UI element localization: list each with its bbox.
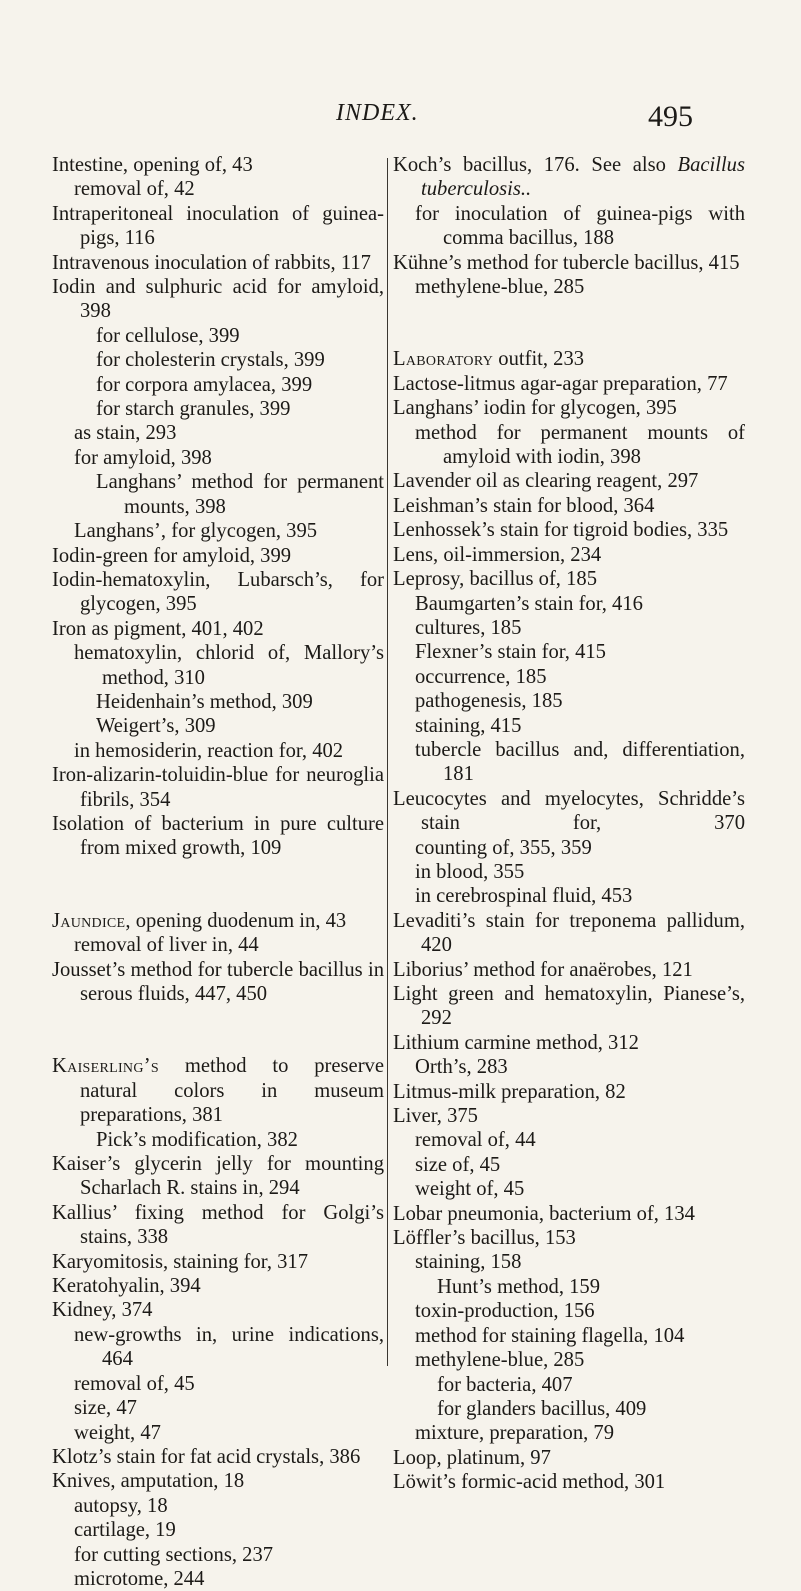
entry-text: cartilage, 19 bbox=[74, 1519, 176, 1542]
entry-text: Lavender oil as clearing reagent, 297 bbox=[393, 470, 699, 493]
index-entry bbox=[52, 470, 384, 519]
entry-text: weight, 47 bbox=[74, 1421, 161, 1444]
entry-text: Intestine, opening of, 43 bbox=[52, 154, 253, 176]
index-entry bbox=[52, 1518, 384, 1542]
cross-reference: Bacillus tuberculosis.. bbox=[421, 154, 745, 201]
index-entry bbox=[52, 1201, 384, 1250]
entry-text: Keratohyalin, 394 bbox=[52, 1275, 201, 1298]
entry-text: counting of, 355, 359 bbox=[415, 836, 592, 859]
index-entry bbox=[393, 689, 745, 713]
index-entry bbox=[393, 1373, 745, 1397]
index-entry bbox=[393, 275, 745, 299]
entry-text: for amyloid, 398 bbox=[74, 446, 212, 469]
index-entry bbox=[52, 544, 384, 568]
index-entry bbox=[393, 1299, 745, 1323]
index-entry bbox=[52, 617, 384, 641]
entry-text: Löffler’s bacillus, 153 bbox=[393, 1227, 576, 1250]
entry-text: autopsy, 18 bbox=[74, 1494, 168, 1517]
index-entry bbox=[52, 958, 384, 1007]
entry-text: Lobar pneumonia, bacterium of, 134 bbox=[393, 1202, 695, 1225]
index-entry bbox=[393, 738, 745, 787]
entry-text: hematoxylin, chlorid of, Mallory’s method, 310 bbox=[74, 642, 384, 689]
entry-text: occurrence, 185 bbox=[415, 665, 547, 688]
entry-text: removal of, 44 bbox=[415, 1129, 536, 1152]
index-entry bbox=[52, 275, 384, 324]
entry-text: staining, 415 bbox=[415, 714, 522, 737]
index-entry bbox=[52, 1372, 384, 1396]
entry-text: Leucocytes and myelocytes, Schridde’s stain for, 370 bbox=[393, 787, 745, 835]
entry-text: Loop, platinum, 97 bbox=[393, 1446, 551, 1469]
index-entry bbox=[393, 567, 745, 591]
entry-text: for inoculation of guinea-pigs with comma bacillus, 188 bbox=[415, 202, 745, 250]
entry-text: Liborius’ method for anaërobes, 121 bbox=[393, 958, 693, 981]
index-entry bbox=[52, 641, 384, 690]
entry-text: Leishman’s stain for blood, 364 bbox=[393, 494, 655, 517]
index-entry bbox=[393, 1348, 745, 1372]
index-entry bbox=[393, 592, 745, 616]
entry-text: Lens, oil-immersion, 234 bbox=[393, 543, 602, 566]
index-entry bbox=[393, 494, 745, 518]
index-entry bbox=[393, 1397, 745, 1421]
index-entry bbox=[393, 787, 745, 836]
index-entry bbox=[393, 665, 745, 689]
entry-text: Flexner’s stain for, 415 bbox=[415, 641, 606, 664]
entry-text: method for staining flagella, 104 bbox=[415, 1324, 685, 1347]
index-entry bbox=[393, 543, 745, 567]
index-entry bbox=[52, 812, 384, 861]
entry-text: Kidney, 374 bbox=[52, 1299, 153, 1322]
index-entry bbox=[52, 153, 384, 177]
index-entry bbox=[52, 373, 384, 397]
entry-text: Iodin and sulphuric acid for amyloid, 398 bbox=[52, 276, 384, 323]
entry-text: outfit, 233 bbox=[493, 348, 585, 371]
entry-text: , opening duodenum in, 43 bbox=[125, 909, 347, 932]
index-entry bbox=[52, 1396, 384, 1420]
index-entry bbox=[52, 763, 384, 812]
index-entry bbox=[52, 1421, 384, 1445]
entry-text: Weigert’s, 309 bbox=[96, 715, 216, 738]
entry-text: Knives, amputation, 18 bbox=[52, 1470, 245, 1493]
index-entry bbox=[393, 1250, 745, 1274]
entry-text: tubercle bacillus and, differentiation, 181 bbox=[415, 738, 745, 786]
index-entry bbox=[52, 1152, 384, 1201]
entry-text: Langhans’ method for permanent mounts, 398 bbox=[96, 471, 384, 518]
index-entry bbox=[393, 982, 745, 1031]
entry-text: in blood, 355 bbox=[415, 860, 525, 883]
entry-text: method to preserve natural colors in museum preparations, 381 bbox=[80, 1055, 384, 1127]
entry-text: Levaditi’s stain for treponema pallidum, 420 bbox=[393, 909, 745, 957]
entry-text: Litmus-milk preparation, 82 bbox=[393, 1080, 626, 1103]
entry-text: new-growths in, urine indications, 464 bbox=[74, 1323, 384, 1371]
index-entry bbox=[52, 1274, 384, 1298]
index-entry bbox=[393, 1202, 745, 1226]
index-entry bbox=[52, 1494, 384, 1518]
index-entry bbox=[393, 251, 745, 275]
section-gap bbox=[52, 1006, 384, 1054]
index-entry bbox=[393, 836, 745, 860]
index-entry bbox=[52, 397, 384, 421]
entry-text: for corpora amylacea, 399 bbox=[96, 373, 313, 396]
entry-text: Intravenous inoculation of rabbits, 117 bbox=[52, 251, 371, 274]
index-entry bbox=[393, 909, 745, 958]
index-entry bbox=[393, 1446, 745, 1470]
index-column-left bbox=[52, 153, 384, 1591]
entry-text: Karyomitosis, staining for, 317 bbox=[52, 1250, 309, 1273]
index-entry bbox=[393, 1128, 745, 1152]
index-entry bbox=[393, 640, 745, 664]
index-entry bbox=[52, 519, 384, 543]
running-title: INDEX. bbox=[336, 100, 419, 126]
index-entry bbox=[52, 1250, 384, 1274]
index-entry bbox=[393, 1324, 745, 1348]
index-entry bbox=[52, 568, 384, 617]
section-head-word: Laboratory bbox=[393, 348, 494, 371]
entry-text: as stain, 293 bbox=[74, 422, 177, 445]
entry-text: size of, 45 bbox=[415, 1153, 501, 1176]
entry-text: cultures, 185 bbox=[415, 616, 522, 639]
entry-text: Light green and hematoxylin, Pianese’s, 292 bbox=[393, 983, 745, 1030]
entry-text: Löwit’s formic-acid method, 301 bbox=[393, 1471, 666, 1494]
entry-text: Iodin-green for amyloid, 399 bbox=[52, 544, 292, 567]
entry-text: Baumgarten’s stain for, 416 bbox=[415, 592, 643, 615]
entry-text: Intraperitoneal inoculation of guinea-pigs, 116 bbox=[52, 202, 384, 250]
index-entry bbox=[52, 909, 384, 933]
running-head bbox=[0, 100, 801, 140]
index-entry bbox=[393, 884, 745, 908]
entry-text: Liver, 375 bbox=[393, 1105, 478, 1128]
entry-text: Orth’s, 283 bbox=[415, 1056, 508, 1079]
entry-text: for cholesterin crystals, 399 bbox=[96, 349, 325, 372]
index-entry bbox=[52, 348, 384, 372]
entry-text: methylene-blue, 285 bbox=[415, 1349, 585, 1372]
entry-text: microtome, 244 bbox=[74, 1567, 205, 1590]
index-entry bbox=[393, 347, 745, 371]
entry-text: Lactose-litmus agar-agar preparation, 77 bbox=[393, 372, 728, 395]
index-column-right bbox=[393, 153, 745, 1495]
entry-text: Klotz’s stain for fat acid crystals, 386 bbox=[52, 1445, 361, 1468]
index-entry bbox=[52, 739, 384, 763]
entry-text: Iron-alizarin-toluidin-blue for neuroglia fibrils, 354 bbox=[52, 764, 384, 811]
index-entry bbox=[52, 421, 384, 445]
entry-text: Iodin-hematoxylin, Lubarsch’s, for glycogen, 395 bbox=[52, 568, 384, 616]
index-entry bbox=[393, 714, 745, 738]
entry-text: removal of, 45 bbox=[74, 1372, 195, 1395]
entry-text: Iron as pigment, 401, 402 bbox=[52, 617, 264, 640]
index-entry bbox=[52, 324, 384, 348]
entry-text: methylene-blue, 285 bbox=[415, 276, 585, 299]
index-entry bbox=[393, 1275, 745, 1299]
index-entry bbox=[52, 690, 384, 714]
section-gap bbox=[52, 861, 384, 909]
index-entry bbox=[52, 1567, 384, 1591]
entry-text: Jousset’s method for tubercle bacillus in serous fluids, 447, 450 bbox=[52, 958, 384, 1005]
page-number: 495 bbox=[648, 100, 693, 133]
index-entry bbox=[393, 860, 745, 884]
index-entry bbox=[52, 1128, 384, 1152]
entry-text: Lithium carmine method, 312 bbox=[393, 1031, 639, 1054]
index-entry bbox=[52, 1323, 384, 1372]
index-entry bbox=[52, 446, 384, 470]
index-entry bbox=[52, 202, 384, 251]
entry-text: removal of liver in, 44 bbox=[74, 934, 259, 957]
entry-text: pathogenesis, 185 bbox=[415, 690, 563, 713]
index-entry bbox=[52, 1445, 384, 1469]
index-entry bbox=[393, 1031, 745, 1055]
entry-text: mixture, preparation, 79 bbox=[415, 1422, 615, 1445]
entry-text: Langhans’, for glycogen, 395 bbox=[74, 520, 318, 543]
index-entry bbox=[52, 1298, 384, 1322]
entry-text: method for permanent mounts of amyloid with iodin, 398 bbox=[415, 421, 745, 469]
entry-text: Langhans’ iodin for glycogen, 395 bbox=[393, 397, 677, 420]
index-entry bbox=[52, 251, 384, 275]
index-entry bbox=[393, 372, 745, 396]
index-entry bbox=[393, 1421, 745, 1445]
section-gap bbox=[393, 299, 745, 347]
entry-text: in hemosiderin, reaction for, 402 bbox=[74, 739, 344, 762]
entry-text: Leprosy, bacillus of, 185 bbox=[393, 568, 597, 591]
index-entry bbox=[393, 421, 745, 470]
entry-text: Koch’s bacillus, 176. See also bbox=[393, 154, 678, 176]
index-entry bbox=[393, 1226, 745, 1250]
index-entry bbox=[393, 1470, 745, 1494]
entry-text: Kaiser’s glycerin jelly for mounting Scharlach R. stains in, 294 bbox=[52, 1153, 384, 1200]
index-entry bbox=[393, 518, 745, 542]
entry-text: for starch granules, 399 bbox=[96, 398, 291, 421]
entry-text: Kühne’s method for tubercle bacillus, 415 bbox=[393, 251, 740, 274]
index-entry bbox=[393, 396, 745, 420]
index-entry bbox=[52, 1054, 384, 1127]
entry-text: weight of, 45 bbox=[415, 1178, 525, 1201]
index-entry bbox=[393, 153, 745, 202]
entry-text: Lenhossek’s stain for tigroid bodies, 335 bbox=[393, 519, 729, 542]
entry-text: removal of, 42 bbox=[74, 178, 195, 201]
index-entry bbox=[52, 177, 384, 201]
index-entry bbox=[393, 1080, 745, 1104]
index-entry bbox=[393, 469, 745, 493]
index-entry bbox=[393, 202, 745, 251]
entry-text: Isolation of bacterium in pure culture from mixed growth, 109 bbox=[52, 812, 384, 860]
entry-text: for glanders bacillus, 409 bbox=[437, 1397, 647, 1420]
index-entry bbox=[52, 714, 384, 738]
section-head-word: Jaundice bbox=[52, 909, 126, 932]
index-entry bbox=[393, 1055, 745, 1079]
index-entry bbox=[52, 933, 384, 957]
index-entry bbox=[393, 1153, 745, 1177]
entry-text: Heidenhain’s method, 309 bbox=[96, 690, 313, 713]
section-head-word: Kaiserling’s bbox=[52, 1055, 159, 1078]
entry-text: staining, 158 bbox=[415, 1251, 522, 1274]
entry-text: Kallius’ fixing method for Golgi’s stains, 338 bbox=[52, 1201, 384, 1249]
entry-text: size, 47 bbox=[74, 1397, 137, 1420]
entry-text: for bacteria, 407 bbox=[437, 1373, 573, 1396]
entry-text: in cerebrospinal fluid, 453 bbox=[415, 885, 633, 908]
column-divider bbox=[387, 158, 388, 1366]
entry-text: Pick’s modification, 382 bbox=[96, 1128, 298, 1151]
index-entry bbox=[393, 1104, 745, 1128]
index-entry bbox=[393, 616, 745, 640]
index-entry bbox=[52, 1469, 384, 1493]
entry-text: toxin-production, 156 bbox=[415, 1300, 595, 1323]
entry-text: Hunt’s method, 159 bbox=[437, 1275, 601, 1298]
entry-text: for cellulose, 399 bbox=[96, 324, 240, 347]
index-entry bbox=[52, 1543, 384, 1567]
index-entry bbox=[393, 1177, 745, 1201]
entry-text: for cutting sections, 237 bbox=[74, 1543, 274, 1566]
index-entry bbox=[393, 958, 745, 982]
